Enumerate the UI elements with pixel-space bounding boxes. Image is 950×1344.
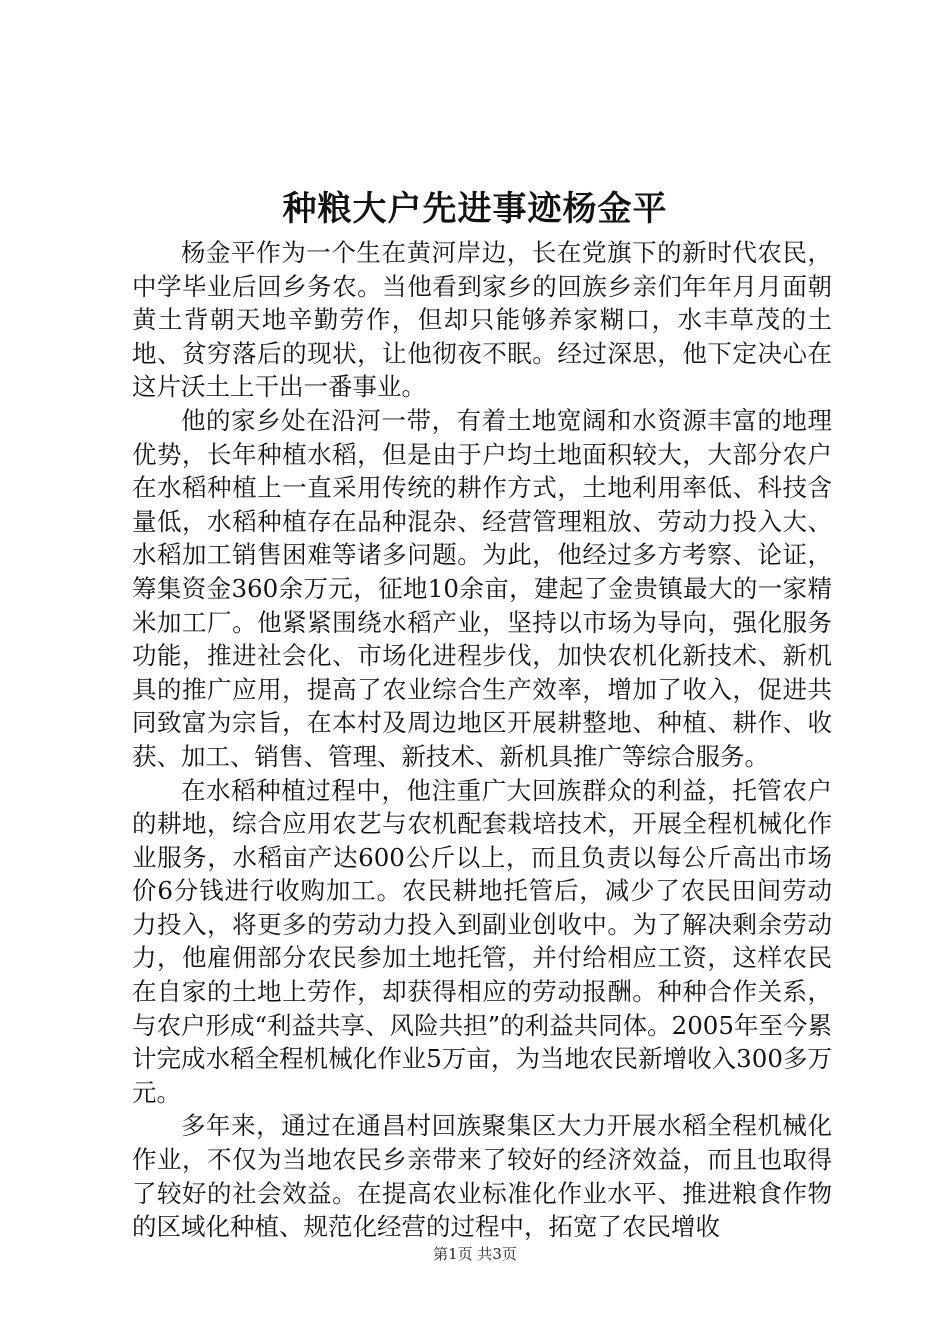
document-body bbox=[132, 236, 832, 1244]
paragraph: 在水稻种植过程中，他注重广大回族群众的利益，托管农户的耕地，综合应用农艺与农机配套栽培技术，开展全程机械化作业服务，水稻亩产达600公斤以上，而且负责以每公斤高出市场价6分钱进行收购加工。农民耕地托管后，减少了农民田间劳动力投入，将更多的劳动力投入到副业创收中。为了解决剩余劳动力，他雇佣部分农民参加土地托管，并付给相应工资，这样农民在自家的土地上劳作，却获得相应的劳动报酬。种种合作关系，与农户形成“利益共享、风险共担”的利益共同体。2005年至今累计完成水稻全程机械化作业5万亩，为当地农民新增收入300多万元。 bbox=[132, 775, 832, 1107]
paragraph: 他的家乡处在沿河一带，有着土地宽阔和水资源丰富的地理优势，长年种植水稻，但是由于户均土地面积较大，大部分农户在水稻种植上一直采用传统的耕作方式，土地利用率低、科技含量低，水稻种植存在品种混杂、经营管理粗放、劳动力投入大、水稻加工销售困难等诸多问题。为此，他经过多方考察、论证，筹集资金360余万元，征地10余亩，建起了金贵镇最大的一家精米加工厂。他紧紧围绕水稻产业，坚持以市场为导向，强化服务功能，推进社会化、市场化进程步伐，加快农机化新技术、新机具的推广应用，提高了农业综合生产效率，增加了收入，促进共同致富为宗旨，在本村及周边地区开展耕整地、种植、耕作、收获、加工、销售、管理、新技术、新机具推广等综合服务。 bbox=[132, 405, 832, 771]
paragraph: 多年来，通过在通昌村回族聚集区大力开展水稻全程机械化作业，不仅为当地农民乡亲带来了较好的经济效益，而且也取得了较好的社会效益。在提高农业标准化作业水平、推进粮食作物的区域化种植、规范化经营的过程中，拓宽了农民增收 bbox=[132, 1111, 832, 1242]
document-title: 种粮大户先进事迹杨金平 bbox=[282, 189, 668, 229]
page-footer: 第1页 共3页 bbox=[433, 1245, 517, 1263]
paragraph: 杨金平作为一个生在黄河岸边，长在党旗下的新时代农民，中学毕业后回乡务农。当他看到家乡的回族乡亲们年年月月面朝黄土背朝天地辛勤劳作，但却只能够养家糊口，水丰草茂的土地、贫穷落后的现状，让他彻夜不眠。经过深思，他下定决心在这片沃土上干出一番事业。 bbox=[132, 238, 832, 402]
